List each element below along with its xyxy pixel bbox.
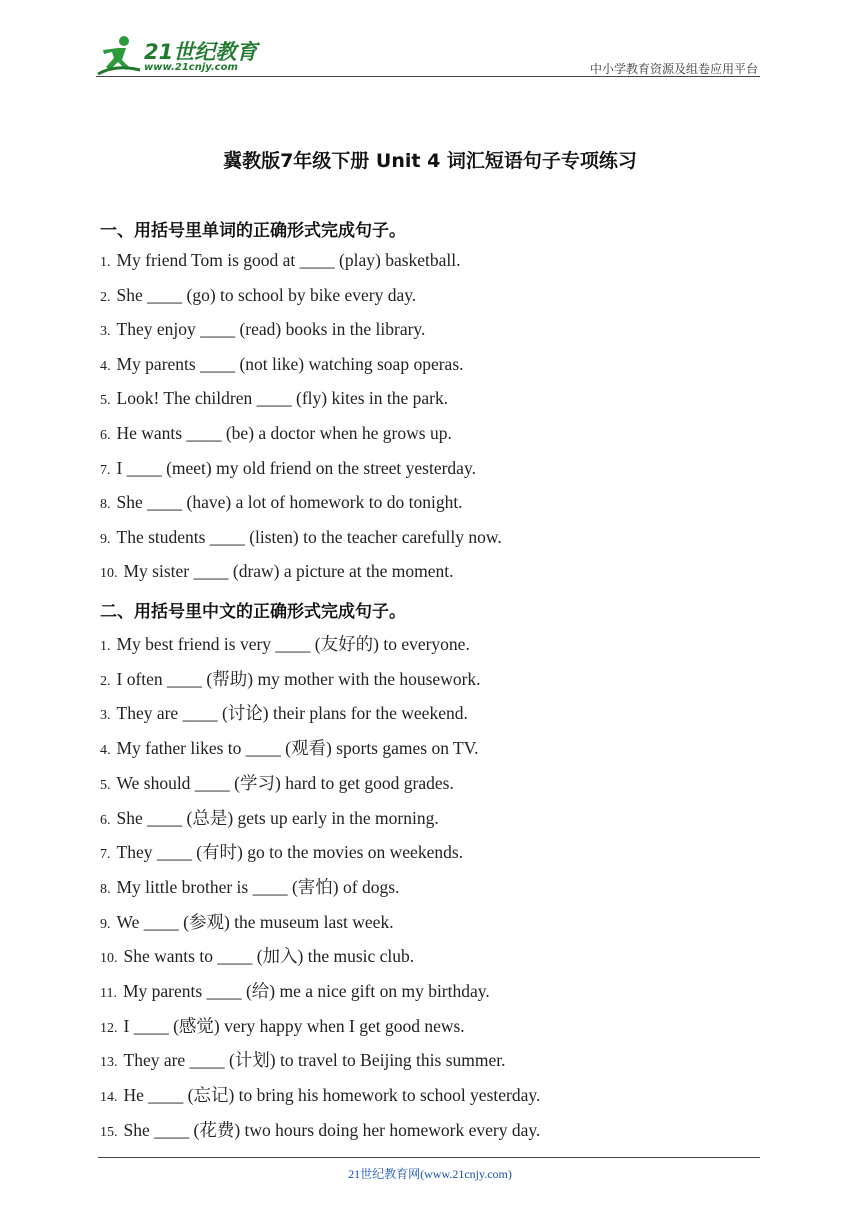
item-text: We should ____ (学习) hard to get good grades. [116,772,454,793]
item-number: 4. [100,358,111,374]
item-number: 9. [100,531,111,547]
item-number: 8. [100,881,111,897]
logo [96,34,266,78]
list-item [100,943,414,968]
item-number: 14. [100,1090,118,1106]
list-item [100,527,502,548]
list-item [100,250,461,271]
item-text: He wants ____ (be) a doctor when he grows up. [116,423,452,443]
list-item [100,1047,506,1072]
item-text: The students ____ (listen) to the teacher carefully now. [116,526,502,547]
section-2-heading: 二、用括号里中文的正确形式完成句子。 [100,602,406,622]
item-text: She ____ (总是) gets up early in the morning. [116,807,439,828]
item-text: We ____ (参观) the museum last week. [116,911,394,932]
platform-name: 中小学教育资源及组卷应用平台 [589,62,758,76]
list-item [100,423,452,444]
item-number: 6. [100,812,111,828]
item-number: 15. [100,1124,118,1140]
item-number: 1. [100,255,111,270]
footer-divider [98,1157,760,1158]
item-text: They are ____ (计划) to travel to Beijing this summer. [123,1050,506,1071]
list-item [100,1013,465,1038]
item-text: My sister ____ (draw) a picture at the moment. [123,561,454,582]
item-number: 4. [100,743,111,759]
item-text: Look! The children ____ (fly) kites in the park. [116,388,449,409]
item-text: My parents ____ (not like) watching soap operas. [116,353,464,374]
item-text: I ____ (感觉) very happy when I get good news. [123,1015,465,1036]
list-item [100,388,448,409]
list-item [100,319,425,340]
item-number: 6. [100,428,111,443]
item-number: 9. [100,916,111,932]
item-number: 13. [100,1055,118,1071]
list-item [100,874,399,899]
footer-text: 21世纪教育网(www.21cnjy.com) [348,1167,512,1181]
list-item [100,666,481,691]
list-item [100,978,490,1003]
logo-text: 21世纪教育 [144,40,258,64]
item-text: My friend Tom is good at ____ (play) basketball. [116,250,461,270]
list-item [100,492,463,513]
item-text: She ____ (have) a lot of homework to do tonight. [116,492,463,513]
page-title: 冀教版7年级下册 Unit 4 词汇短语句子专项练习 [223,150,637,172]
item-number: 10. [100,951,118,967]
item-number: 5. [100,393,111,409]
item-number: 11. [100,986,117,1001]
list-item [100,354,464,375]
item-text: They enjoy ____ (read) books in the library. [116,319,426,340]
list-item [100,1117,540,1142]
runner-logo-icon [96,34,142,78]
item-number: 1. [100,639,111,654]
list-item [100,700,468,725]
item-text: She ____ (花费) two hours doing her homework every day. [123,1119,541,1140]
item-text: My best friend is very ____ (友好的) to everyone. [116,634,470,654]
item-text: My little brother is ____ (害怕) of dogs. [116,876,400,897]
page-header [96,34,760,78]
list-item [100,631,470,656]
item-number: 10. [100,566,118,582]
item-text: My parents ____ (给) me a nice gift on my birthday. [122,981,490,1001]
item-text: She wants to ____ (加入) the music club. [123,946,415,967]
list-item [100,1082,540,1107]
item-number: 7. [100,462,111,478]
list-item [100,839,463,864]
item-number: 3. [100,324,111,340]
list-item [100,561,453,582]
item-number: 7. [100,847,111,863]
list-item [100,285,416,306]
item-text: They are ____ (讨论) their plans for the weekend. [116,703,468,724]
item-text: They ____ (有时) go to the movies on weekends. [116,842,464,863]
item-text: My father likes to ____ (观看) sports games on TV. [116,738,479,759]
header-divider [96,76,760,77]
list-item [100,909,394,934]
logo-url: www.21cnjy.com [144,62,238,73]
item-number: 8. [100,497,111,513]
item-text: I ____ (meet) my old friend on the street yesterday. [116,457,476,478]
item-text: I often ____ (帮助) my mother with the housework. [116,668,481,689]
list-item [100,805,439,830]
section-1-heading: 一、用括号里单词的正确形式完成句子。 [100,221,406,241]
list-item [100,458,476,479]
item-number: 2. [100,289,111,305]
item-text: She ____ (go) to school by bike every day. [116,284,417,305]
item-number: 3. [100,708,111,724]
list-item [100,770,454,795]
list-item [100,735,478,760]
item-number: 2. [100,673,111,689]
item-text: He ____ (忘记) to bring his homework to school yesterday. [123,1085,541,1106]
item-number: 12. [100,1020,118,1036]
item-number: 5. [100,777,111,793]
